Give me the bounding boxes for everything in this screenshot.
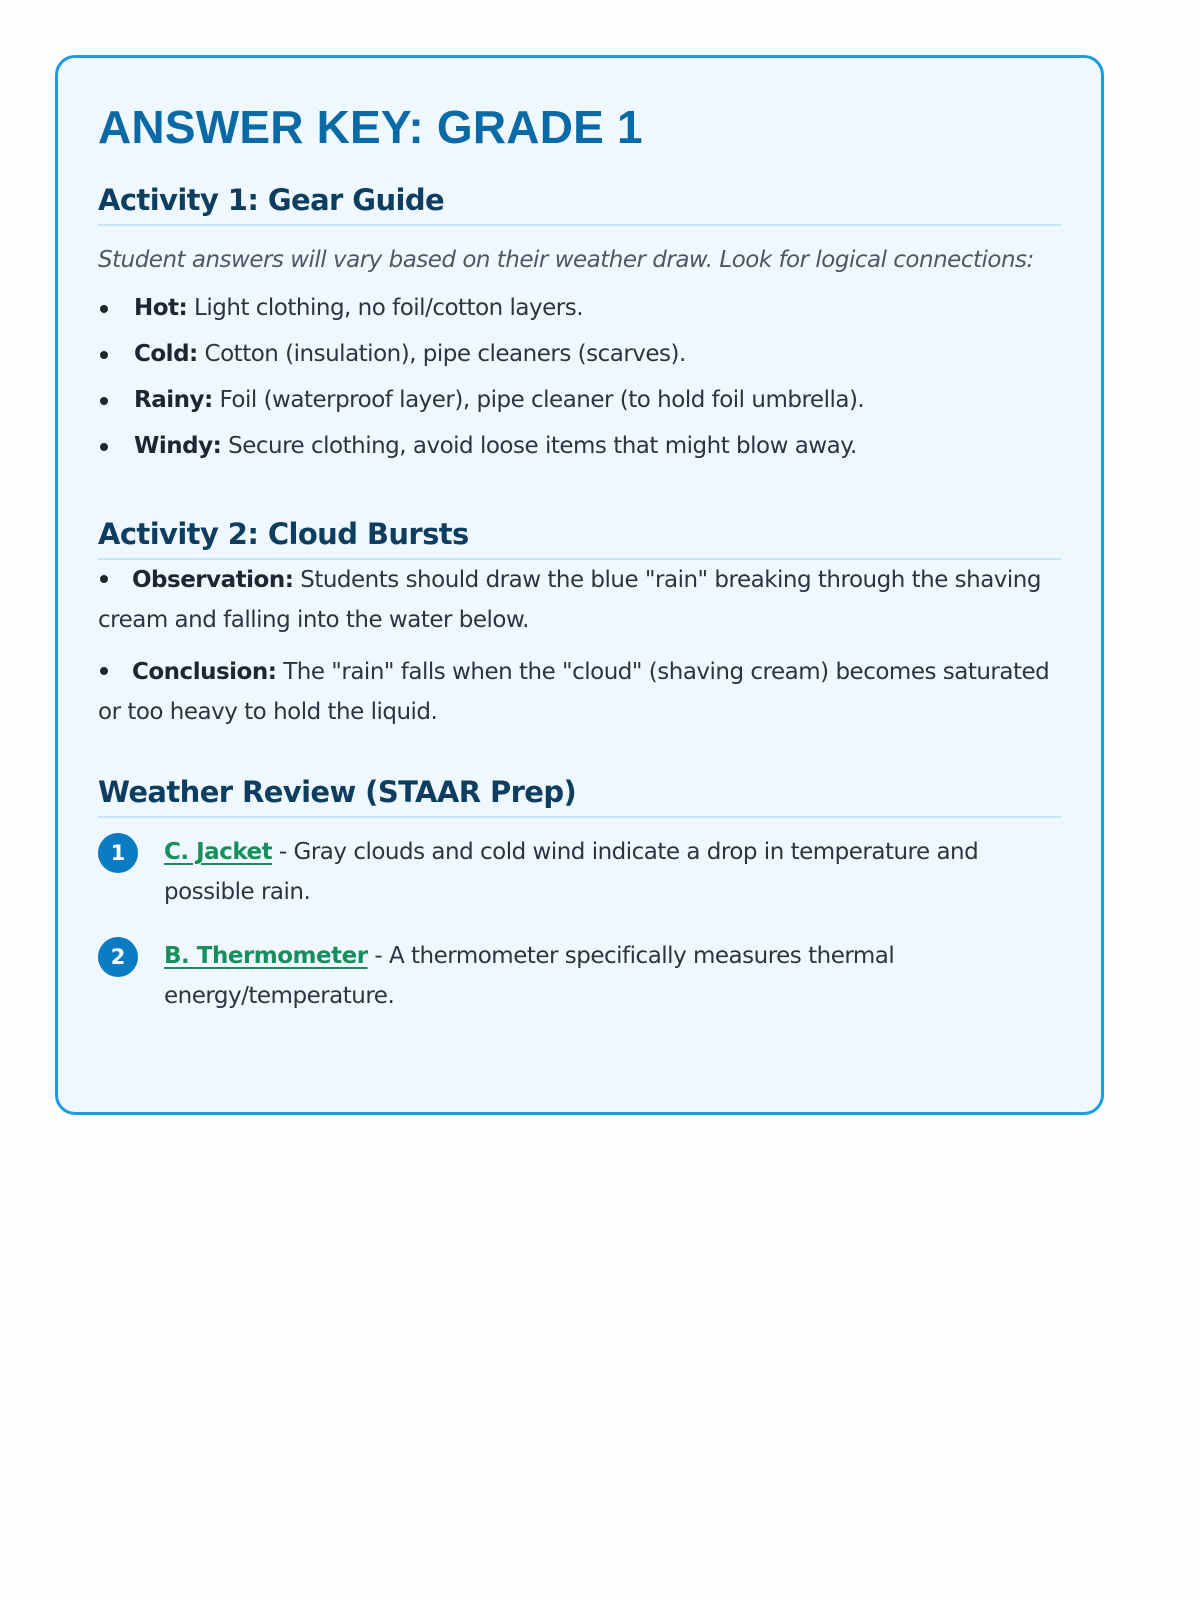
list-item-windy	[98, 426, 1061, 466]
gear-guide-list	[98, 288, 1061, 466]
item-text: The "rain" falls when the "cloud" (shaving cream) becomes saturated or too heavy to hold the liquid.	[98, 659, 1050, 725]
item-text: Students should draw the blue "rain" breaking through the shaving cream and falling into the water below.	[98, 567, 1041, 633]
review-item	[98, 936, 1061, 1016]
item-text: Foil (waterproof layer), pipe cleaner (to hold foil umbrella).	[212, 387, 865, 413]
item-text: Light clothing, no foil/cotton layers.	[187, 295, 584, 321]
weather-review-section	[98, 774, 1061, 1016]
cloud-bursts-list	[98, 560, 1061, 732]
activity-2-heading: Activity 2: Cloud Bursts	[98, 516, 1061, 560]
item-term: Hot:	[134, 295, 188, 321]
review-text	[164, 936, 1061, 1016]
answer-link[interactable]: C. Jacket	[164, 839, 273, 865]
list-item-hot	[98, 288, 1061, 328]
item-term: Rainy:	[134, 387, 213, 413]
activity-1-heading: Activity 1: Gear Guide	[98, 182, 1061, 226]
bullet-icon	[100, 397, 108, 405]
item-text: Secure clothing, avoid loose items that might blow away.	[221, 433, 857, 459]
bullet-icon	[100, 667, 108, 675]
answer-key-card	[55, 55, 1104, 1115]
weather-review-heading: Weather Review (STAAR Prep)	[98, 774, 1061, 818]
bullet-icon	[100, 305, 108, 313]
answer-link[interactable]: B. Thermometer	[164, 943, 368, 969]
item-term: Observation:	[132, 567, 294, 593]
bullet-icon	[100, 443, 108, 451]
bullet-icon	[100, 351, 108, 359]
number-badge: 2	[98, 937, 138, 977]
activity-1-intro: Student answers will vary based on their weather draw. Look for logical connections:	[98, 247, 1034, 273]
answer-explanation: - A thermometer specifically measures thermal energy/temperature.	[164, 943, 895, 1009]
activity-2-section	[98, 516, 1061, 732]
item-term: Cold:	[134, 341, 198, 367]
activity-1-section	[98, 182, 1061, 466]
list-item-observation	[98, 560, 1061, 640]
list-item-rainy	[98, 380, 1061, 420]
list-item-conclusion	[98, 652, 1061, 732]
review-list	[98, 832, 1061, 1016]
item-text: Cotton (insulation), pipe cleaners (scarves).	[197, 341, 686, 367]
number-badge: 1	[98, 833, 138, 873]
bullet-icon	[100, 575, 108, 583]
list-item-cold	[98, 334, 1061, 374]
answer-explanation: - Gray clouds and cold wind indicate a drop in temperature and possible rain.	[164, 839, 979, 905]
item-term: Windy:	[134, 433, 222, 459]
review-item	[98, 832, 1061, 912]
page-title: ANSWER KEY: GRADE 1	[98, 101, 643, 153]
review-text	[164, 832, 1061, 912]
item-term: Conclusion:	[132, 659, 277, 685]
